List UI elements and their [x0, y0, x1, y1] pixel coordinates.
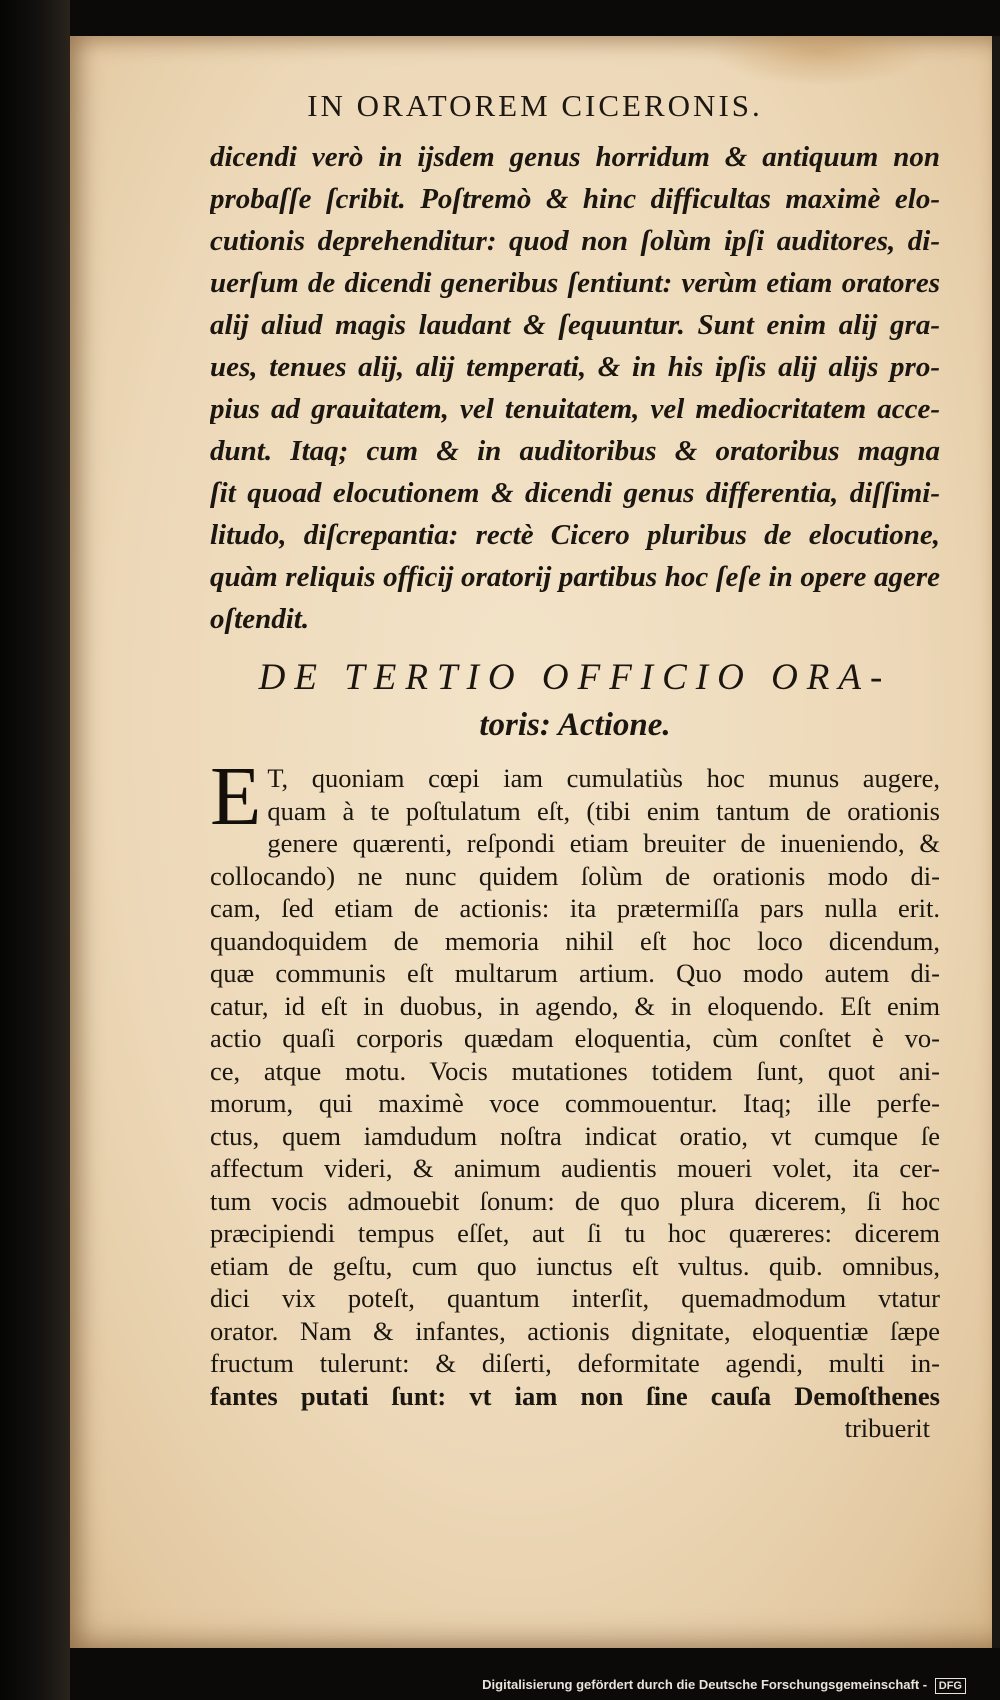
italic-line: dunt. Itaq; cum & in auditoribus & oratoribus magna [210, 435, 940, 467]
running-head: IN ORATOREM CICERONIS. [307, 88, 763, 123]
body-line: quam à te poſtulatum eſt, (tibi enim tantum de orationis [267, 795, 940, 826]
body-line: tum vocis admouebit ſonum: de quo plura dicerem, ſi hoc [210, 1185, 940, 1216]
catchword: tribuerit [844, 1413, 930, 1443]
page-right-edge [992, 36, 1000, 1648]
italic-line: ues, tenues alij, alij temperati, & in his ipſis alij alijs pro- [210, 351, 940, 383]
italic-line: oſtendit. [210, 603, 310, 635]
roman-paragraph [210, 750, 940, 1444]
body-line: morum, qui maximè voce commouentur. Itaq; ille perfe- [210, 1088, 940, 1118]
italic-line: pius ad grauitatem, vel tenuitatem, vel mediocritatem acce- [210, 393, 940, 425]
body-line: T, quoniam cœpi iam cumulatiùs hoc munus augere, [267, 763, 940, 793]
body-line: etiam de geſtu, cum quo iunctus eſt vultus. quib. omnibus, [210, 1250, 940, 1281]
body-line: præcipiendi tempus eſſet, aut ſi tu hoc quæreres: dicerem [210, 1218, 940, 1248]
italic-line: uerſum de dicendi generibus ſentiunt: verùm etiam oratores [210, 267, 940, 299]
body-line: orator. Nam & infantes, actionis dignitate, eloquentiæ ſæpe [210, 1315, 940, 1346]
body-line: fructum tulerunt: & diſerti, deformitate agendi, multi in- [210, 1348, 940, 1378]
body-line: actio quaſi corporis quædam eloquentia, cùm conſtet è vo- [210, 1023, 940, 1053]
italic-line: ſit quoad elocutionem & dicendi genus differentia, diſſimi- [210, 477, 940, 509]
book-page [70, 36, 1000, 1648]
body-line: catur, id eſt in duobus, in agendo, & in eloquendo. Eſt enim [210, 990, 940, 1021]
scan-background-left [0, 0, 70, 1700]
italic-line: cutionis deprehenditur: quod non ſolùm ipſi auditores, di- [210, 225, 940, 257]
italic-line: dicendi verò in ijsdem genus horridum & antiquum non [210, 141, 940, 173]
italic-line: litudo, diſcrepantia: rectè Cicero pluribus de elocutione, [210, 519, 940, 551]
body-line: fantes putati ſunt: vt iam non ſine cauſa Demoſthenes [210, 1380, 940, 1411]
dfg-logo: DFG [935, 1678, 966, 1694]
section-heading [210, 654, 940, 748]
drop-cap: E [210, 750, 262, 843]
paper-stain [710, 36, 930, 86]
body-line: quæ communis eſt multarum artium. Quo modo autem di- [210, 958, 940, 988]
body-line: cam, ſed etiam de actionis: ita prætermiſſa pars nulla erit. [210, 893, 940, 923]
body-line: ce, atque motu. Vocis mutationes totidem ſunt, quot ani- [210, 1055, 940, 1086]
italic-paragraph [210, 136, 940, 640]
italic-line: alij aliud magis laudant & ſequuntur. Sunt enim alij gra- [210, 309, 940, 341]
body-line: dici vix poteſt, quantum interſit, quemadmodum vtatur [210, 1283, 940, 1313]
italic-line: probaſſe ſcribit. Poſtremò & hinc difficultas maximè elo- [210, 183, 940, 215]
italic-line: quàm reliquis officij oratorij partibus hoc ſeſe in opere agere [210, 561, 940, 593]
body-line: collocando) ne nunc quidem ſolùm de orationis modo di- [210, 860, 940, 891]
body-line: ctus, quem iamdudum noſtra indicat oratio, vt cumque ſe [210, 1120, 940, 1151]
text-block [210, 136, 940, 1444]
body-line: affectum videri, & animum audientis moueri volet, ita cer- [210, 1153, 940, 1183]
digitization-credit [0, 1670, 1000, 1700]
body-line: genere quærenti, reſpondi etiam breuiter de inueniendo, & [267, 828, 940, 858]
credit-text: Digitalisierung gefördert durch die Deutsche Forschungsgemeinschaft - [482, 1677, 928, 1692]
section-heading-line-1: DE TERTIO OFFICIO ORA- [258, 657, 892, 698]
body-line: quandoquidem de memoria nihil eſt hoc loco dicendum, [210, 925, 940, 956]
section-heading-line-2: toris: Actione. [479, 707, 671, 743]
